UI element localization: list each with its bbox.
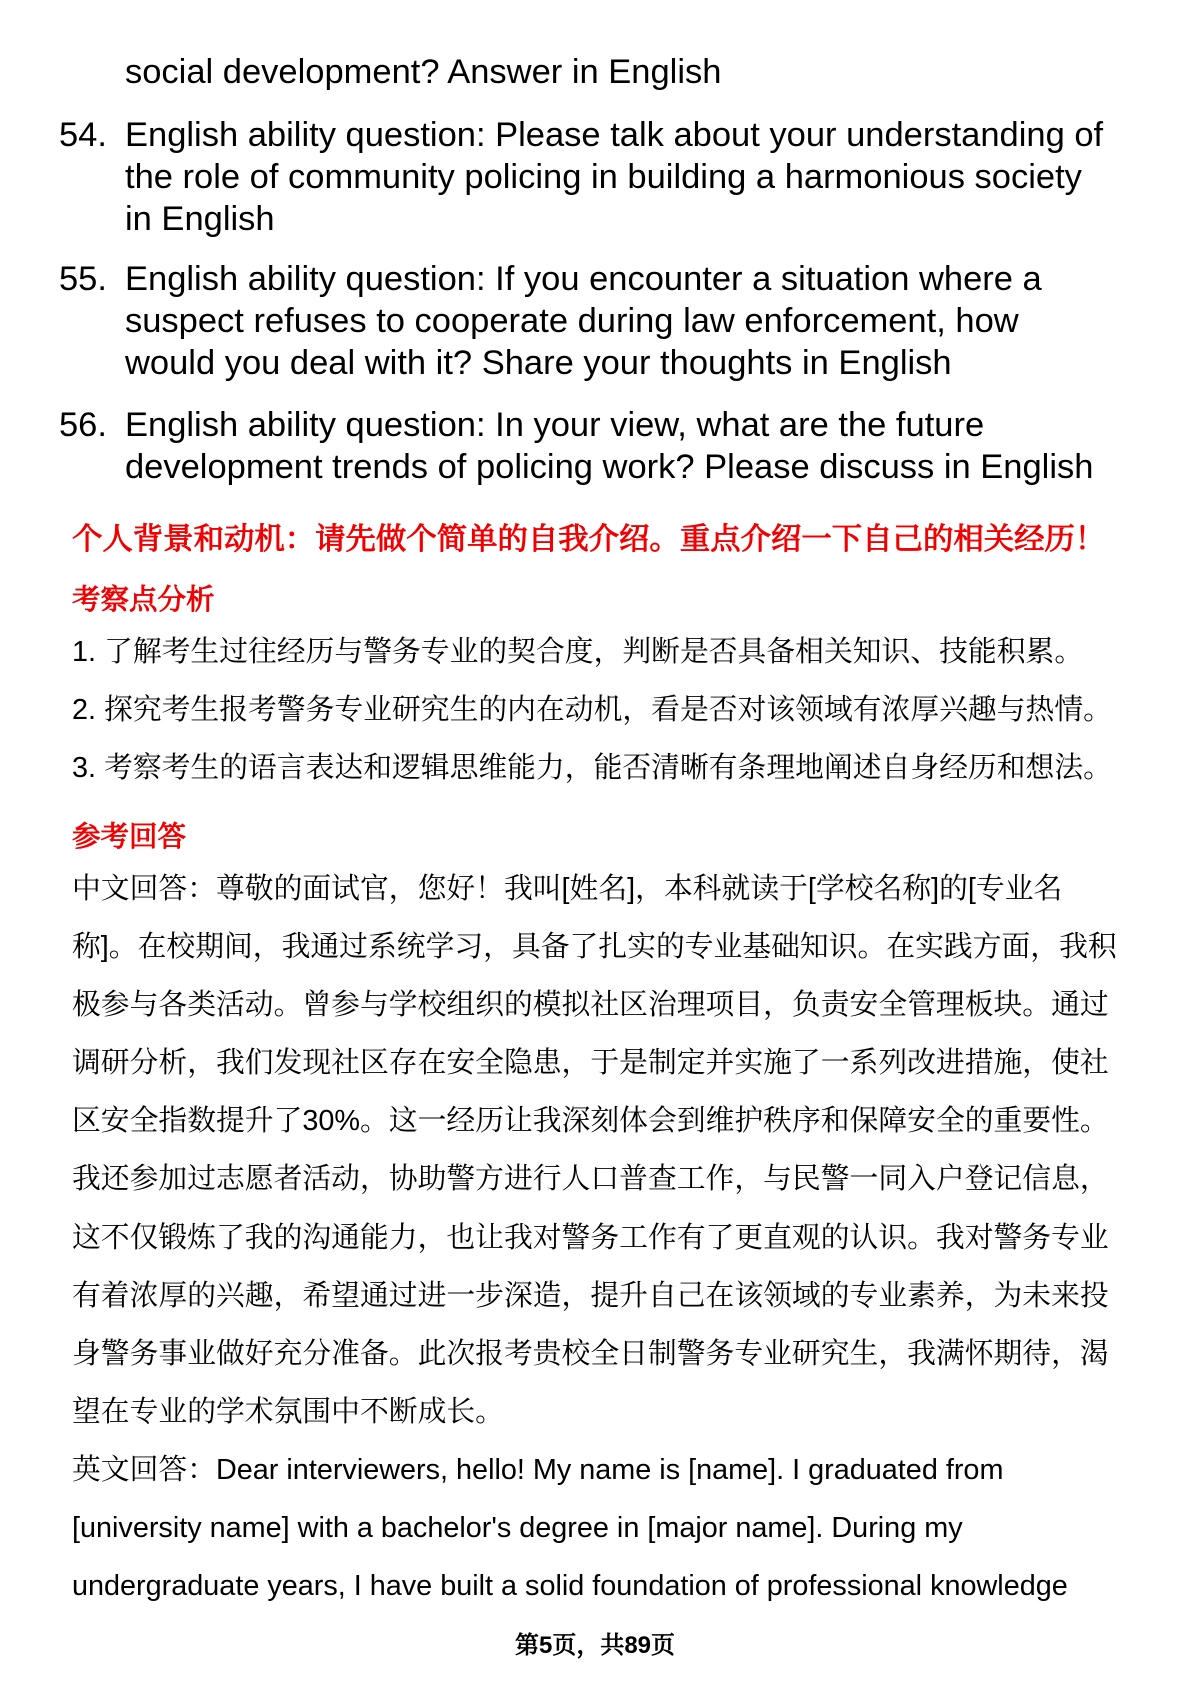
question-line: English ability question: If you encounter a situation where a: [125, 260, 1042, 298]
question-line: suspect refuses to cooperate during law enforcement, how: [125, 302, 1019, 340]
question-continuation: [0, 51, 1190, 93]
answer-line: 中文回答：尊敬的面试官，您好！我叫[姓名]，本科就读于[学校名称]的[专业名: [72, 873, 1063, 905]
answer-line: [university name] with a bachelor's degree in [major name]. During my: [72, 1512, 963, 1545]
question-number: 55.: [59, 260, 107, 298]
answer-line: 极参与各类活动。曾参与学校组织的模拟社区治理项目，负责安全管理板块。通过: [72, 989, 1109, 1022]
answer-line: 称]。在校期间，我通过系统学习，具备了扎实的专业基础知识。在实践方面，我积: [72, 931, 1117, 964]
answer-line: 身警务事业做好充分准备。此次报考贵校全日制警务专业研究生，我满怀期待，渴: [72, 1337, 1109, 1370]
question-item-54: [0, 114, 1190, 240]
answer-body: [72, 860, 1117, 1615]
question-line: social development? Answer in English: [125, 53, 722, 91]
analysis-point: 1. 了解考生过往经历与警务专业的契合度，判断是否具备相关知识、技能积累。: [72, 636, 1084, 668]
answer-line: 我还参加过志愿者活动，协助警方进行人口普查工作，与民警一同入户登记信息，: [72, 1163, 1109, 1196]
answer-line: 有着浓厚的兴趣，希望通过进一步深造，提升自己在该领域的专业素养，为未来投: [72, 1279, 1109, 1312]
answer-title: 参考回答: [72, 821, 187, 853]
question-line: development trends of policing work? Please discuss in English: [125, 448, 1094, 486]
question-line: English ability question: In your view, what are the future: [125, 406, 985, 444]
answer-line: 望在专业的学术氛围中不断成长。: [72, 1395, 504, 1428]
question-line: in English: [125, 200, 275, 238]
analysis-title: 考察点分析: [72, 584, 215, 616]
analysis-point: 3. 考察考生的语言表达和逻辑思维能力，能否清晰有条理地阐述自身经历和想法。: [72, 752, 1112, 784]
answer-line: 调研分析，我们发现社区存在安全隐患，于是制定并实施了一系列改进措施，使社: [72, 1047, 1109, 1080]
answer-line: 这不仅锻炼了我的沟通能力，也让我对警务工作有了更直观的认识。我对警务专业: [72, 1221, 1109, 1254]
answer-line: undergraduate years, I have built a solid foundation of professional knowledge: [72, 1570, 1068, 1603]
question-number: 54.: [59, 116, 107, 154]
question-item-55: [0, 258, 1190, 384]
question-number: 56.: [59, 406, 107, 444]
question-line: would you deal with it? Share your thoughts in English: [125, 344, 952, 382]
question-line: the role of community policing in building a harmonious society: [125, 158, 1082, 196]
answer-line: 区安全指数提升了30%。这一经历让我深刻体会到维护秩序和保障安全的重要性。: [72, 1105, 1109, 1138]
page-number: 第5页，共89页: [514, 1632, 676, 1659]
question-line: English ability question: Please talk about your understanding of: [125, 116, 1104, 154]
analysis-point: 2. 探究考生报考警务专业研究生的内在动机，看是否对该领域有浓厚兴趣与热情。: [72, 694, 1112, 726]
answer-line: 英文回答：Dear interviewers, hello! My name is [name]. I graduated from: [72, 1453, 1004, 1486]
section-heading: 个人背景和动机：请先做个简单的自我介绍。重点介绍一下自己的相关经历！: [72, 522, 1106, 556]
question-item-56: [0, 404, 1190, 488]
